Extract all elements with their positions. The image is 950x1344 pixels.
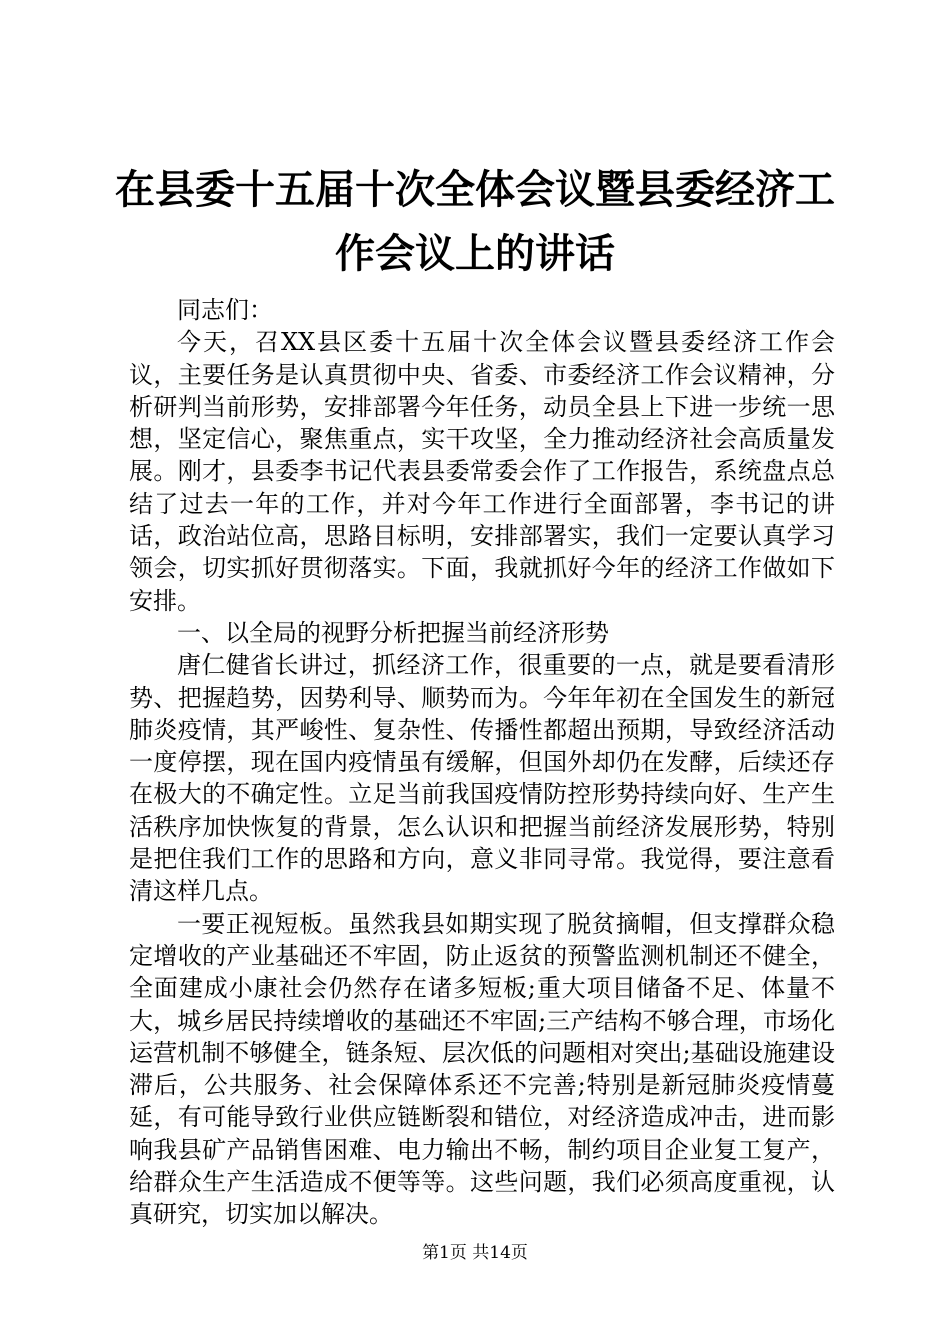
- page-number: 第1页 共14页: [422, 1243, 528, 1263]
- document-title: 在县委十五届十次全体会议暨县委经济工作会议上的讲话: [115, 166, 835, 277]
- situation-paragraph: 唐仁健省长讲过，抓经济工作，很重要的一点，就是要看清形势、把握趋势，因势利导、顺势而为。今年年初在全国发生的新冠肺炎疫情，其严峻性、复杂性、传播性都超出预期，导致经济活动一度停摆，现在国内疫情虽有缓解，但国外却仍在发酵，后续还存在极大的不确定性。立足当前我国疫情防控形势持续向好、生产生活秩序加快恢复的背景，怎么认识和把握当前经济发展形势，特别是把住我们工作的思路和方向，意义非同寻常。我觉得，要注意看清这样几点。: [129, 651, 835, 906]
- shortcomings-paragraph: 一要正视短板。虽然我县如期实现了脱贫摘帽，但支撑群众稳定增收的产业基础还不牢固，防止返贫的预警监测机制还不健全，全面建成小康社会仍然存在诸多短板;重大项目储备不足、体量不大，城乡居民持续增收的基础还不牢固;三产结构不够合理，市场化运营机制不够健全，链条短、层次低的问题相对突出;基础设施建设滞后，公共服务、社会保障体系还不完善;特别是新冠肺炎疫情蔓延，有可能导致行业供应链断裂和错位，对经济造成冲击，进而影响我县矿产品销售困难、电力输出不畅，制约项目企业复工复产，给群众生产生活造成不便等等。这些问题，我们必须高度重视，认真研究，切实加以解决。: [129, 909, 835, 1229]
- document-body: [129, 294, 835, 1231]
- salutation-paragraph: 同志们：: [177, 296, 273, 324]
- opening-paragraph: 今天，召XX县区委十五届十次全体会议暨县委经济工作会议，主要任务是认真贯彻中央、省委、市委经济工作会议精神，分析研判当前形势，安排部署今年任务，动员全县上下进一步统一思想，坚定信心，聚焦重点，实干攻坚，全力推动经济社会高质量发展。刚才，县委李书记代表县委常委会作了工作报告，系统盘点总结了过去一年的工作，并对今年工作进行全面部署，李书记的讲话，政治站位高，思路目标明，安排部署实，我们一定要认真学习领会，切实抓好贯彻落实。下面，我就抓好今年的经济工作做如下安排。: [129, 328, 835, 615]
- section-heading: 一、以全局的视野分析把握当前经济形势: [177, 618, 609, 647]
